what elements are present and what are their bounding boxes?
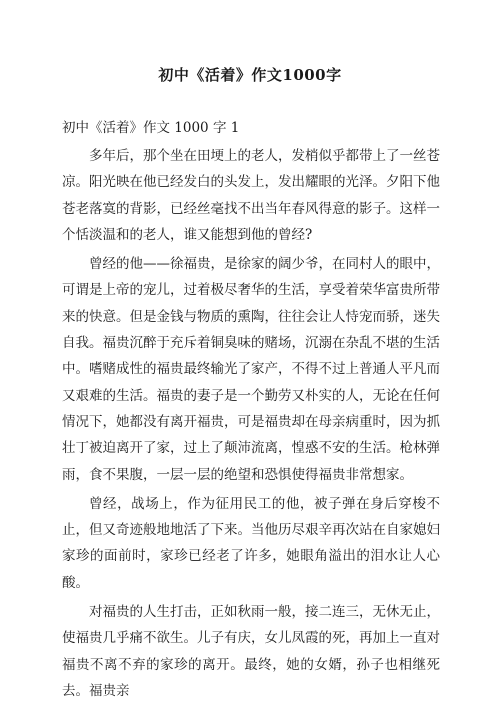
paragraph-2: 曾经的他——徐福贵，是徐家的阔少爷，在同村人的眼中，可谓是上帝的宠儿，过着极尽奢华的生活，享受着荣华富贵所带来的快意。但是金钱与物质的熏陶，往往会让人恃宠而骄，迷失自我。福贵沉醉于充斥着铜臭味的赌场，沉溺在杂乱不堪的生活中。嗜赌成性的福贵最终输光了家产，不得不过上普通人平凡而又艰难的生活。福贵的妻子是一个勤劳又朴实的人，无论在任何情况下，她都没有离开福贵，可是福贵却在母亲病重时，因为抓壮丁被迫离开了家，过上了颠沛流离，惶惑不安的生活。枪林弹雨，食不果腹，一层一层的绝望和恐惧使得福贵非常想家。 — [62, 256, 440, 483]
document-subtitle: 初中《活着》作文 1000 字 1 — [62, 120, 240, 136]
paragraph-1: 多年后，那个坐在田埂上的老人，发梢似乎都带上了一丝苍凉。阳光映在他已经发白的头发上，发出耀眼的光泽。夕阳下他苍老落寞的背影，已经丝毫找不出当年春风得意的影子。这样一个恬淡温和的老人，谁又能想到他的曾经? — [62, 148, 440, 243]
document-title: 初中《活着》作文1000字 — [158, 66, 342, 84]
document-body — [62, 143, 440, 707]
paragraph-3: 曾经，战场上，作为征用民工的他，被子弹在身后穿梭不止，但又奇迹般地地活了下来。当他历尽艰辛再次站在自家媳妇家珍的面前时，家珍已经老了许多，她眼角溢出的泪水让人心酸。 — [62, 495, 440, 591]
paragraph-4: 对福贵的人生打击，正如秋雨一般，接二连三，无休无止，使福贵几乎痛不欲生。儿子有庆，女儿凤霞的死，再加上一直对福贵不离不弃的家珍的离开。最终，她的女婿，孙子也相继死去。福贵亲 — [62, 604, 440, 699]
